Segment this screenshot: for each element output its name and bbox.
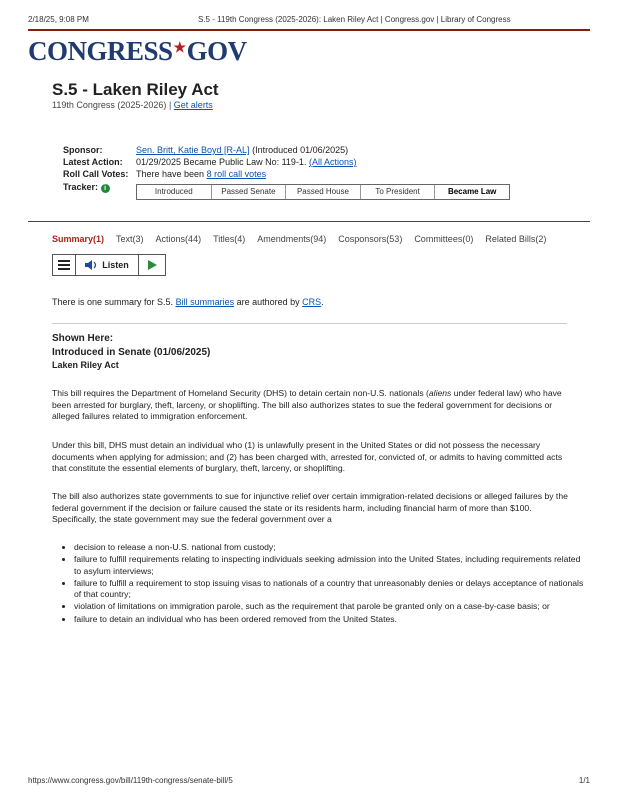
roll-call-text: There have been [136,169,205,179]
play-icon [148,260,157,270]
act-name: Laken Riley Act [52,360,119,370]
congress-gov-logo[interactable] [28,36,247,67]
summary-note-prefix: There is one summary for S.5. [52,297,174,307]
all-actions-link[interactable]: (All Actions) [308,157,357,167]
tracker-label: Tracker: [63,182,99,192]
tab-titles[interactable]: Titles(4) [213,234,246,244]
summary-note [52,297,324,307]
section-divider [28,221,590,222]
tab-cosponsors[interactable]: Cosponsors(53) [338,234,403,244]
tab-amendments[interactable]: Amendments(94) [257,234,327,244]
list-item: • failure to fulfill requirements relating to inspecting individuals seeking admission into the United States, including requirements related to asylum interviews; [74,554,586,577]
tracker-label-group [63,182,110,193]
tracker-step-to-president: To President [360,185,435,199]
bullet-list [60,542,586,626]
tab-text[interactable]: Text(3) [116,234,144,244]
roll-call-value [136,169,266,179]
roll-call-label: Roll Call Votes: [63,169,129,179]
bill-tabs [52,234,558,244]
list-item: • failure to detain an individual who has been ordered removed from the United States. [74,614,586,626]
p1-part-b: under federal law) who have been arrested for burglary, theft, larceny, or shoplifting. The bill also authorizes states to sue the federal government for decisions or alleged failures related to immigration enforcement. [52,388,562,422]
play-button[interactable] [138,255,165,275]
summary-divider [52,323,567,324]
print-page-title: S.5 - 119th Congress (2025-2026): Laken Riley Act | Congress.gov | Library of Congress [198,15,511,24]
list-item: • violation of limitations on immigration parole, such as the requirement that parole be granted only on a case-by-case basis; or [74,601,586,613]
list-item: • failure to fulfill a requirement to stop issuing visas to nationals of a country that unreasonably denies or delays acceptance of nationals of that country; [74,578,586,601]
congress-line [52,100,213,110]
logo-text-right: GOV [186,36,247,66]
tab-actions[interactable]: Actions(44) [155,234,202,244]
speaker-icon [85,260,98,270]
tab-summary[interactable]: Summary(1) [52,234,105,244]
roll-call-link[interactable]: 8 roll call votes [206,169,267,179]
tracker-step-passed-senate: Passed Senate [211,185,286,199]
listen-label: Listen [102,260,129,270]
shown-here-label: Shown Here: [52,333,114,344]
info-icon[interactable]: i [101,184,110,193]
sponsor-value [136,145,348,155]
summary-paragraph-3: The bill also authorizes state governments to sue for injunctive relief over certain immigration-related decisions or alleged failures by the federal government if the decision or failure caused the state or its residents harm, including financial harm of more than $100. Specifically, the state government may sue the federal government over a [52,491,568,525]
footer-page-number: 1/1 [578,776,590,785]
sponsor-label: Sponsor: [63,145,103,155]
listen-player [52,254,166,276]
list-item: • decision to release a non-U.S. national from custody; [74,542,586,554]
crs-link[interactable]: CRS [302,297,322,307]
p1-emphasis: aliens [428,388,452,398]
menu-icon [58,260,70,270]
summary-paragraph-2: Under this bill, DHS must detain an individual who (1) is unlawfully present in the United States or did not possess the necessary documents when applying for admission; and (2) has been charged with, arrested for, convicted of, or admits to having committed acts that constitute the essential elements of burglary, theft, larceny, or shoplifting. [52,440,563,474]
listen-button[interactable] [75,255,138,275]
tracker-step-passed-house: Passed House [285,185,360,199]
bill-title: S.5 - Laken Riley Act [52,80,219,99]
latest-action-text: 01/29/2025 Became Public Law No: 119-1. [136,157,307,167]
bill-tracker [136,184,510,200]
header-rule [28,29,590,31]
summary-note-suffix: . [321,297,324,307]
latest-action-label: Latest Action: [63,157,123,167]
tracker-step-introduced: Introduced [154,187,193,196]
congress-session: 119th Congress (2025-2026) [52,100,167,110]
star-icon: ★ [173,41,186,56]
tab-related-bills[interactable]: Related Bills(2) [485,234,547,244]
tracker-step-became-law: Became Law [434,185,509,199]
sponsor-introduced: (Introduced 01/06/2025) [252,145,349,155]
p1-part-a: This bill requires the Department of Homeland Security (DHS) to detain certain non-U.S. nationals ( [52,388,429,398]
menu-button[interactable] [53,255,75,275]
sponsor-link[interactable]: Sen. Britt, Katie Boyd [R-AL] [136,145,250,155]
summary-note-middle: are authored by [236,297,300,307]
tab-committees[interactable]: Committees(0) [414,234,474,244]
shown-here-version: Introduced in Senate (01/06/2025) [52,347,211,358]
bill-summaries-link[interactable]: Bill summaries [175,297,235,307]
footer-url: https://www.congress.gov/bill/119th-congress/senate-bill/5 [28,776,233,785]
print-timestamp: 2/18/25, 9:08 PM [28,15,89,24]
logo-text-left: CONGRESS [28,36,173,66]
separator: | [168,100,172,110]
shown-here [52,332,210,360]
get-alerts-link[interactable]: Get alerts [173,100,213,110]
summary-paragraph-1 [52,388,572,423]
latest-action-value [136,157,356,167]
